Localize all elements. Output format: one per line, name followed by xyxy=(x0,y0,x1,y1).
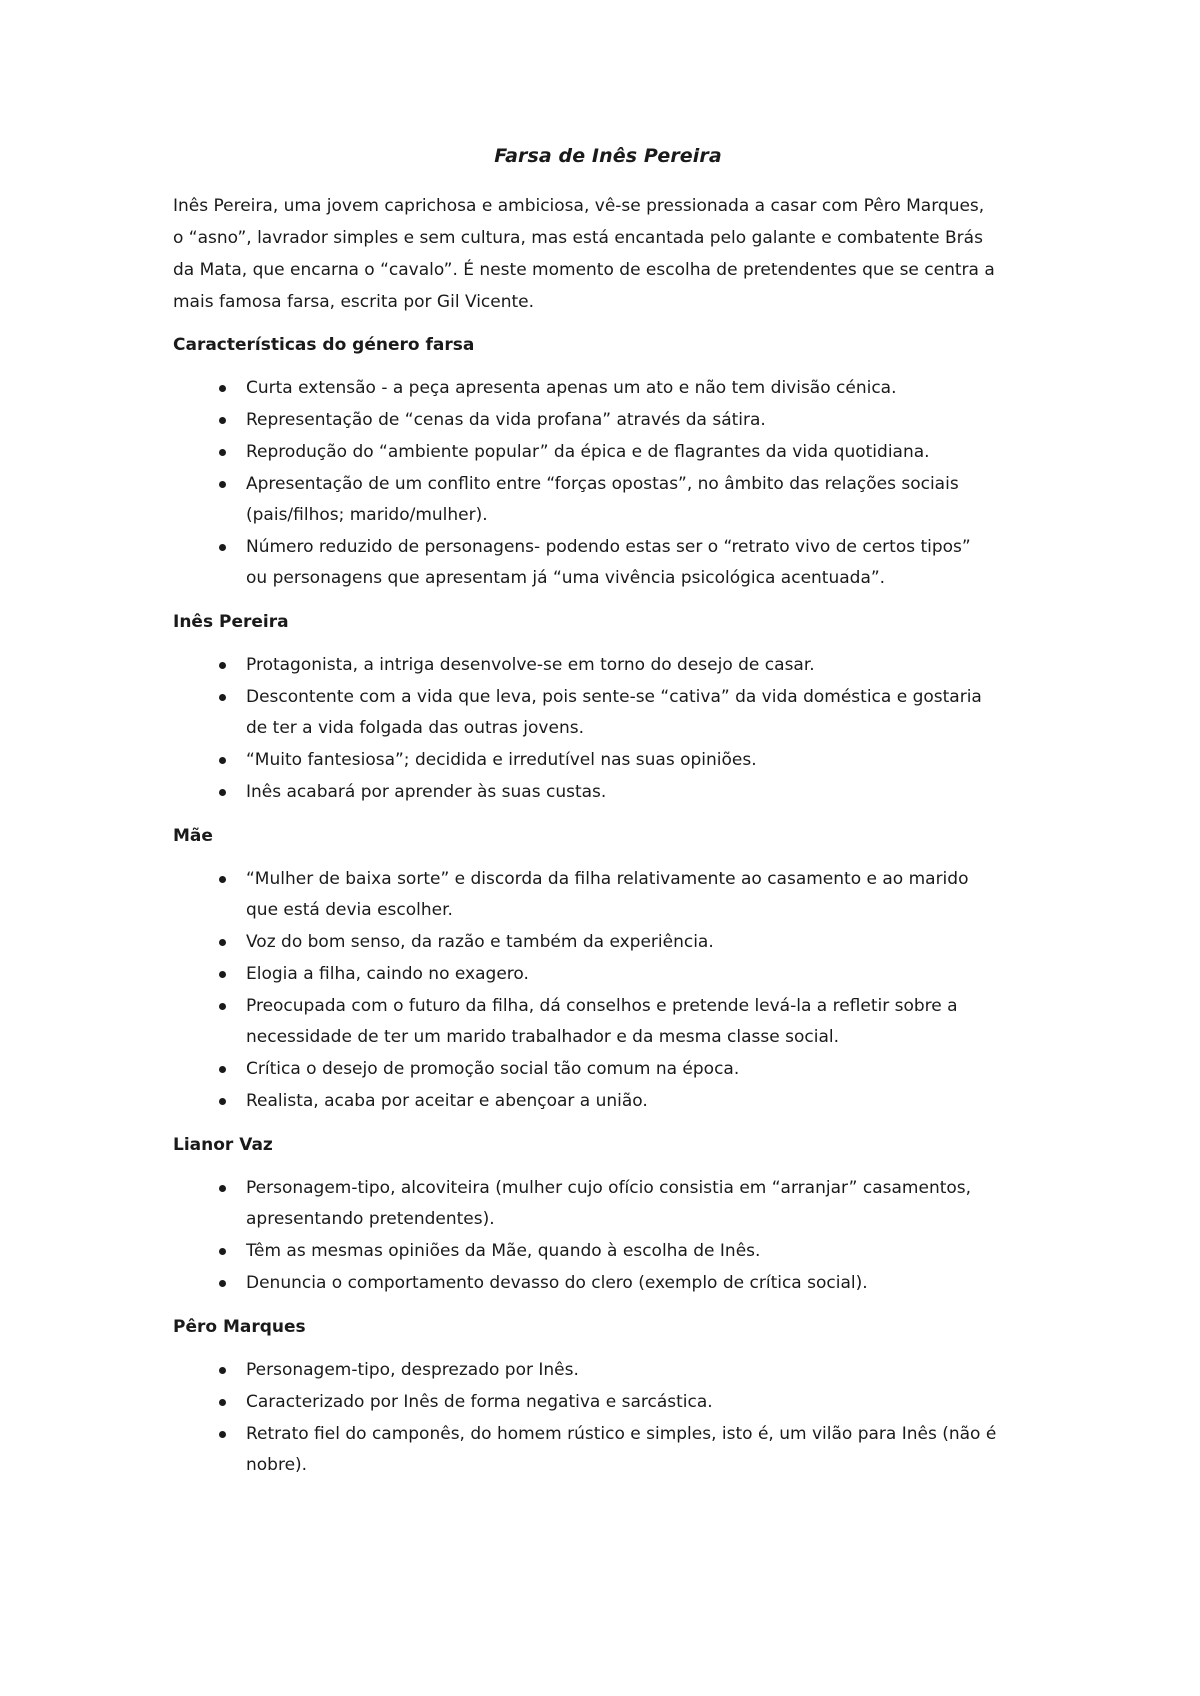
bullet-dot-icon xyxy=(219,1098,226,1105)
bullet-dot-icon xyxy=(219,385,226,392)
bullet-dot-icon xyxy=(219,417,226,424)
bullet-dot-icon xyxy=(219,1003,226,1010)
bullet-text-line: ou personagens que apresentam já “uma vivência psicológica acentuada”. xyxy=(246,568,886,588)
bullet-dot-icon xyxy=(219,757,226,764)
section xyxy=(173,823,1043,1117)
bullet-item xyxy=(173,777,1043,808)
intro-line: mais famosa farsa, escrita por Gil Vicente. xyxy=(173,292,535,312)
bullet-text-line: Representação de “cenas da vida profana” através da sátira. xyxy=(246,410,766,430)
bullet-dot-icon xyxy=(219,1248,226,1255)
bullet-dot-icon xyxy=(219,694,226,701)
bullet-text-line: nobre). xyxy=(246,1455,308,1475)
bullet-text-line: Número reduzido de personagens- podendo estas ser o “retrato vivo de certos tipos” xyxy=(246,537,971,557)
document-title: Farsa de Inês Pereira xyxy=(494,145,722,167)
section-heading: Mãe xyxy=(173,826,213,846)
bullet-dot-icon xyxy=(219,449,226,456)
bullet-item xyxy=(173,745,1043,776)
bullet-text-line: “Mulher de baixa sorte” e discorda da filha relativamente ao casamento e ao marido xyxy=(246,869,969,889)
bullet-item xyxy=(173,1236,1043,1267)
bullet-item xyxy=(173,1173,1043,1235)
bullet-dot-icon xyxy=(219,971,226,978)
intro-line: Inês Pereira, uma jovem caprichosa e ambiciosa, vê-se pressionada a casar com Pêro Marques, xyxy=(173,196,985,216)
bullet-item xyxy=(173,469,1043,531)
bullet-item xyxy=(173,1054,1043,1085)
bullet-dot-icon xyxy=(219,1066,226,1073)
bullet-text-line: Caracterizado por Inês de forma negativa e sarcástica. xyxy=(246,1392,713,1412)
bullet-item xyxy=(173,373,1043,404)
bullet-text-line: apresentando pretendentes). xyxy=(246,1209,495,1229)
bullet-text-line: “Muito fantesiosa”; decidida e irredutível nas suas opiniões. xyxy=(246,750,757,770)
bullet-text-line: Elogia a filha, caindo no exagero. xyxy=(246,964,529,984)
bullet-item xyxy=(173,1355,1043,1386)
bullet-list xyxy=(173,1173,1043,1299)
bullet-list xyxy=(173,864,1043,1117)
intro-line: da Mata, que encarna o “cavalo”. É neste momento de escolha de pretendentes que se centra a xyxy=(173,260,995,280)
bullet-text-line: (pais/filhos; marido/mulher). xyxy=(246,505,488,525)
bullet-text-line: Reprodução do “ambiente popular” da épica e de flagrantes da vida quotidiana. xyxy=(246,442,930,462)
bullet-dot-icon xyxy=(219,1185,226,1192)
bullet-item xyxy=(173,991,1043,1053)
bullet-item xyxy=(173,1419,1043,1481)
bullet-text-line: Denuncia o comportamento devasso do clero (exemplo de crítica social). xyxy=(246,1273,868,1293)
bullet-dot-icon xyxy=(219,1280,226,1287)
bullet-text-line: Realista, acaba por aceitar e abençoar a união. xyxy=(246,1091,648,1111)
bullet-dot-icon xyxy=(219,544,226,551)
bullet-dot-icon xyxy=(219,876,226,883)
bullet-item xyxy=(173,650,1043,681)
bullet-text-line: Voz do bom senso, da razão e também da experiência. xyxy=(246,932,714,952)
section xyxy=(173,332,1043,594)
bullet-text-line: de ter a vida folgada das outras jovens. xyxy=(246,718,584,738)
bullet-text-line: necessidade de ter um marido trabalhador e da mesma classe social. xyxy=(246,1027,839,1047)
bullet-item xyxy=(173,1086,1043,1117)
bullet-item xyxy=(173,682,1043,744)
bullet-text-line: Crítica o desejo de promoção social tão comum na época. xyxy=(246,1059,740,1079)
bullet-dot-icon xyxy=(219,1431,226,1438)
section xyxy=(173,1314,1043,1481)
bullet-text-line: Personagem-tipo, alcoviteira (mulher cujo ofício consistia em “arranjar” casamentos, xyxy=(246,1178,972,1198)
bullet-text-line: Preocupada com o futuro da filha, dá conselhos e pretende levá-la a refletir sobre a xyxy=(246,996,958,1016)
bullet-list xyxy=(173,1355,1043,1481)
bullet-dot-icon xyxy=(219,1399,226,1406)
intro-line: o “asno”, lavrador simples e sem cultura, mas está encantada pelo galante e combatente Brás xyxy=(173,228,983,248)
bullet-text-line: Descontente com a vida que leva, pois sente-se “cativa” da vida doméstica e gostaria xyxy=(246,687,982,707)
bullet-list xyxy=(173,373,1043,594)
section-heading: Pêro Marques xyxy=(173,1317,306,1337)
section xyxy=(173,1132,1043,1299)
section-heading: Lianor Vaz xyxy=(173,1135,273,1155)
bullet-item xyxy=(173,532,1043,594)
bullet-text-line: Protagonista, a intriga desenvolve-se em torno do desejo de casar. xyxy=(246,655,815,675)
bullet-item xyxy=(173,1268,1043,1299)
bullet-text-line: Personagem-tipo, desprezado por Inês. xyxy=(246,1360,579,1380)
bullet-text-line: Têm as mesmas opiniões da Mãe, quando à escolha de Inês. xyxy=(246,1241,761,1261)
bullet-item xyxy=(173,405,1043,436)
bullet-text-line: Apresentação de um conflito entre “forças opostas”, no âmbito das relações sociais xyxy=(246,474,959,494)
section-heading: Características do género farsa xyxy=(173,335,475,355)
bullet-text-line: Curta extensão - a peça apresenta apenas um ato e não tem divisão cénica. xyxy=(246,378,897,398)
bullet-text-line: Retrato fiel do camponês, do homem rústico e simples, isto é, um vilão para Inês (não é xyxy=(246,1424,997,1444)
bullet-item xyxy=(173,1387,1043,1418)
bullet-dot-icon xyxy=(219,789,226,796)
sections-container xyxy=(173,332,1043,1481)
bullet-dot-icon xyxy=(219,662,226,669)
bullet-text-line: que está devia escolher. xyxy=(246,900,453,920)
bullet-item xyxy=(173,959,1043,990)
bullet-item xyxy=(173,927,1043,958)
bullet-text-line: Inês acabará por aprender às suas custas. xyxy=(246,782,607,802)
section xyxy=(173,609,1043,808)
section-heading: Inês Pereira xyxy=(173,612,289,632)
bullet-dot-icon xyxy=(219,481,226,488)
bullet-list xyxy=(173,650,1043,808)
bullet-item xyxy=(173,437,1043,468)
bullet-dot-icon xyxy=(219,939,226,946)
bullet-dot-icon xyxy=(219,1367,226,1374)
intro-paragraph xyxy=(173,190,1043,318)
document-page xyxy=(173,142,1043,1496)
bullet-item xyxy=(173,864,1043,926)
